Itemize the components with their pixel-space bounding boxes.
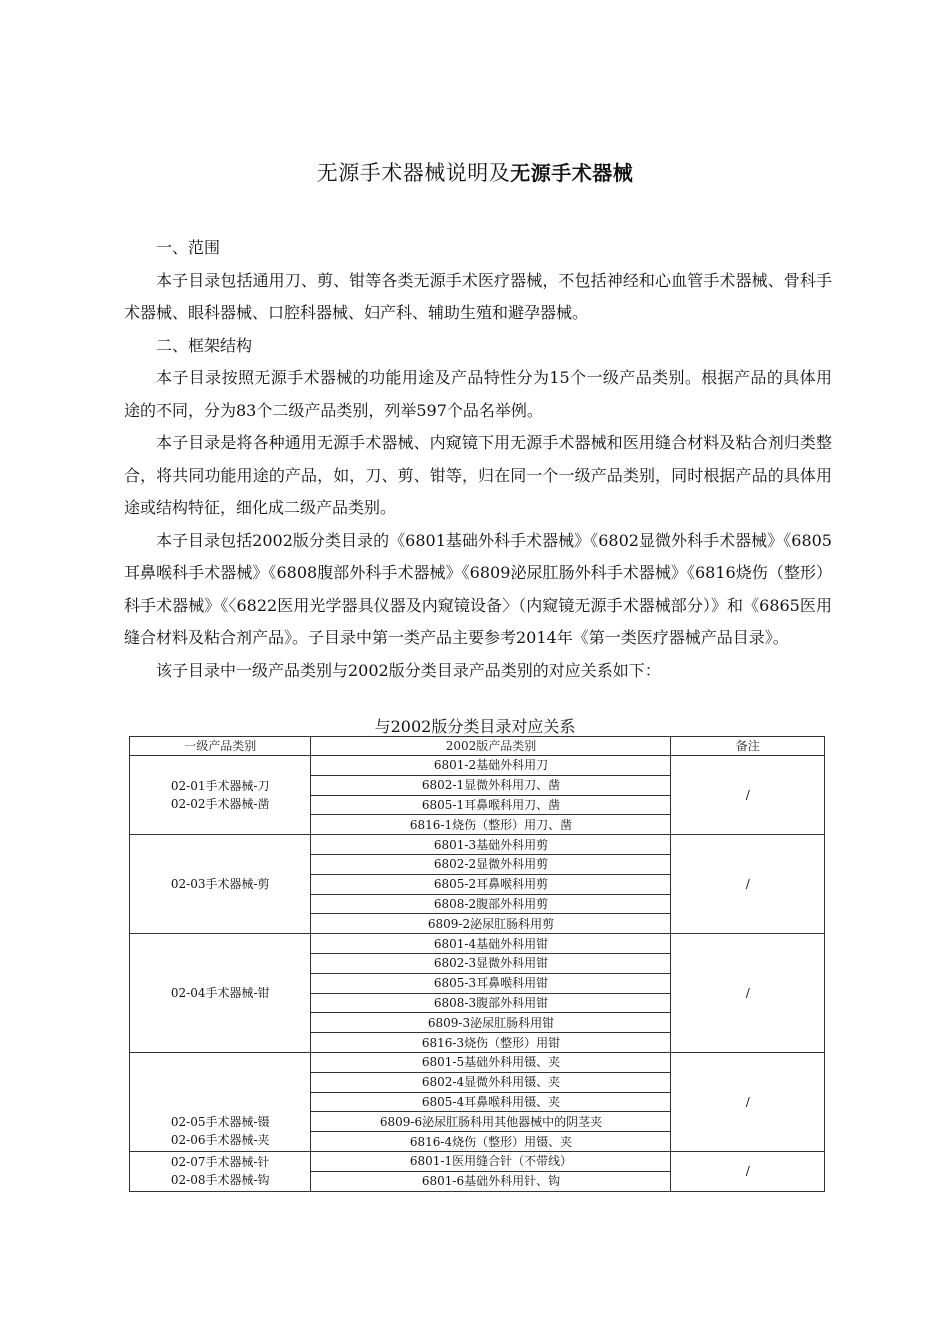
header-category: 一级产品类别 xyxy=(130,737,311,756)
body-text xyxy=(124,232,832,687)
header-note: 备注 xyxy=(671,737,825,756)
mapping-table xyxy=(129,736,825,1192)
item-cell: 6809-2泌尿肛肠科用剪 xyxy=(311,914,671,934)
table-row xyxy=(130,835,825,855)
item-cell: 6809-6泌尿肛肠科用其他器械中的阴茎夹 xyxy=(311,1112,671,1132)
paragraph-mapping-intro: 该子目录中一级产品类别与2002版分类目录产品类别的对应关系如下： xyxy=(156,660,661,680)
category-label: 02-07手术器械-针 xyxy=(170,1155,270,1170)
paragraph-structure-1: 本子目录按照无源手术器械的功能用途及产品特性分为15个一级产品类别。根据产品的具体用途的不同，分为83个二级产品类别，列举597个品名举例。 xyxy=(124,368,832,420)
item-cell: 6802-4显微外科用镊、夹 xyxy=(311,1072,671,1092)
category-cell xyxy=(130,1052,311,1151)
item-cell: 6801-4基础外科用钳 xyxy=(311,934,671,954)
item-cell: 6802-2显微外科用剪 xyxy=(311,854,671,874)
item-cell: 6802-3显微外科用钳 xyxy=(311,953,671,973)
item-cell: 6816-3烧伤（整形）用钳 xyxy=(311,1033,671,1053)
item-cell: 6801-6基础外科用针、钩 xyxy=(311,1171,671,1191)
item-cell: 6809-3泌尿肛肠科用钳 xyxy=(311,1013,671,1033)
category-label: 02-06手术器械-夹 xyxy=(170,1132,270,1147)
category-label: 02-03手术器械-剪 xyxy=(170,877,270,892)
category-cell xyxy=(130,1151,311,1191)
title-part-1: 无源手术器械说明及 xyxy=(316,161,511,185)
item-cell: 6808-2腹部外科用剪 xyxy=(311,894,671,914)
header-2002-category: 2002版产品类别 xyxy=(311,737,671,756)
note-cell: / xyxy=(671,1151,825,1191)
category-label: 02-04手术器械-钳 xyxy=(170,986,270,1001)
table-row xyxy=(130,934,825,954)
table-caption: 与2002版分类目录对应关系 xyxy=(374,717,576,736)
item-cell: 6801-3基础外科用剪 xyxy=(311,835,671,855)
heading-structure: 二、框架结构 xyxy=(156,335,253,355)
note-cell: / xyxy=(671,934,825,1053)
item-cell: 6805-1耳鼻喉科用刀、凿 xyxy=(311,795,671,815)
item-cell: 6801-1医用缝合针（不带线） xyxy=(311,1151,671,1171)
item-cell: 6802-1显微外科用刀、凿 xyxy=(311,775,671,795)
table-row xyxy=(130,1052,825,1072)
item-cell: 6801-5基础外科用镊、夹 xyxy=(311,1052,671,1072)
category-label: 02-02手术器械-凿 xyxy=(170,797,270,812)
paragraph-structure-3: 本子目录包括2002版分类目录的《6801基础外科手术器械》《6802显微外科手术器械》《6805耳鼻喉科手术器械》《6808腹部外科手术器械》《6809泌尿肛肠外科手术器械》《6816烧伤（整形）科手术器械》《〈6822医用光学器具仪器及内窥镜设备〉（内窥镜无源手术器械部分）》和《6865医用缝合材料及粘合剂产品》。子目录中第一类产品主要参考2014年《第一类医疗器械产品目录》。 xyxy=(124,530,832,647)
category-cell xyxy=(130,934,311,1053)
page-title xyxy=(0,157,950,187)
item-cell: 6816-4烧伤（整形）用镊、夹 xyxy=(311,1132,671,1152)
item-cell: 6816-1烧伤（整形）用刀、凿 xyxy=(311,815,671,835)
table-row xyxy=(130,756,825,776)
table-header-row xyxy=(130,737,825,756)
category-label: 02-08手术器械-钩 xyxy=(170,1173,270,1188)
item-cell: 6808-3腹部外科用钳 xyxy=(311,993,671,1013)
category-label: 02-01手术器械-刀 xyxy=(170,779,270,794)
paragraph-structure-2: 本子目录是将各种通用无源手术器械、内窥镜下用无源手术器械和医用缝合材料及粘合剂归类整合，将共同功能用途的产品，如，刀、剪、钳等，归在同一个一级产品类别，同时根据产品的具体用途或结构特征，细化成二级产品类别。 xyxy=(124,433,832,517)
paragraph-scope: 本子目录包括通用刀、剪、钳等各类无源手术医疗器械，不包括神经和心血管手术器械、骨科手术器械、眼科器械、口腔科器械、妇产科、辅助生殖和避孕器械。 xyxy=(124,270,832,322)
category-cell xyxy=(130,756,311,835)
title-part-2: 无源手术器械 xyxy=(510,161,634,185)
note-cell: / xyxy=(671,1052,825,1151)
item-cell: 6805-4耳鼻喉科用镊、夹 xyxy=(311,1092,671,1112)
category-cell xyxy=(130,835,311,934)
heading-scope: 一、范围 xyxy=(156,238,221,257)
category-label: 02-05手术器械-镊 xyxy=(170,1114,270,1129)
item-cell: 6805-3耳鼻喉科用钳 xyxy=(311,973,671,993)
table-row xyxy=(130,1151,825,1171)
note-cell: / xyxy=(671,756,825,835)
item-cell: 6805-2耳鼻喉科用剪 xyxy=(311,874,671,894)
item-cell: 6801-2基础外科用刀 xyxy=(311,756,671,776)
note-cell: / xyxy=(671,835,825,934)
